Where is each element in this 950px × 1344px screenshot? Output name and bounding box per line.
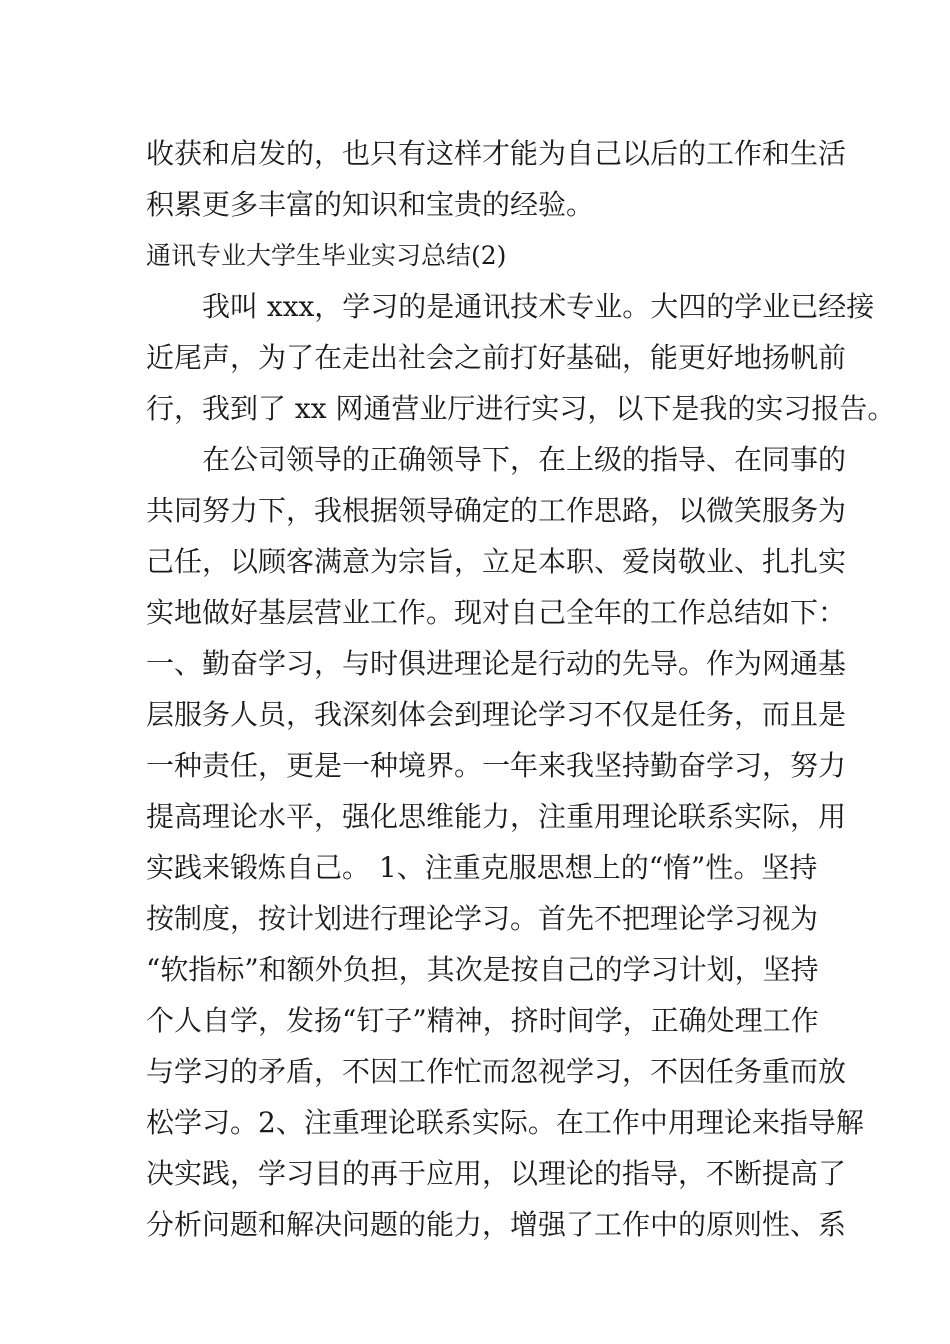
body-line: 共同努力下，我根据领导确定的工作思路，以微笑服务为 xyxy=(146,494,847,527)
body-line: “软指标”和额外负担，其次是按自己的学习计划，坚持 xyxy=(146,953,819,986)
body-line: 松学习。2、注重理论联系实际。在工作中用理论来指导解 xyxy=(146,1106,864,1139)
body-line: 实地做好基层营业工作。现对自己全年的工作总结如下： xyxy=(146,596,847,629)
body-line: 己任，以顾客满意为宗旨，立足本职、爱岗敬业、扎扎实 xyxy=(146,545,847,578)
body-line: 层服务人员，我深刻体会到理论学习不仅是任务，而且是 xyxy=(146,698,847,731)
body-line: 收获和启发的，也只有这样才能为自己以后的工作和生活 xyxy=(146,137,847,170)
body-line: 分析问题和解决问题的能力，增强了工作中的原则性、系 xyxy=(146,1208,847,1241)
section-heading: 通讯专业大学生毕业实习总结(2) xyxy=(146,241,507,270)
body-line: 积累更多丰富的知识和宝贵的经验。 xyxy=(146,188,595,221)
body-line: 行，我到了 xx 网通营业厅进行实习，以下是我的实习报告。 xyxy=(146,392,896,425)
body-line: 一、勤奋学习，与时俱进理论是行动的先导。作为网通基 xyxy=(146,647,847,680)
body-line: 我叫 xxx，学习的是通讯技术专业。大四的学业已经接 xyxy=(146,290,875,323)
body-line: 与学习的矛盾，不因工作忙而忽视学习，不因任务重而放 xyxy=(146,1055,847,1088)
body-line: 按制度，按计划进行理论学习。首先不把理论学习视为 xyxy=(146,902,819,935)
body-line: 一种责任，更是一种境界。一年来我坚持勤奋学习，努力 xyxy=(146,749,847,782)
body-line: 实践来锻炼自己。 1、注重克服思想上的“惰”性。坚持 xyxy=(146,851,818,884)
body-line: 近尾声，为了在走出社会之前打好基础，能更好地扬帆前 xyxy=(146,341,847,374)
body-line: 个人自学，发扬“钉子”精神，挤时间学，正确处理工作 xyxy=(146,1004,819,1037)
body-line: 决实践，学习目的再于应用，以理论的指导，不断提高了 xyxy=(146,1157,847,1190)
body-line: 提高理论水平，强化思维能力，注重用理论联系实际，用 xyxy=(146,800,847,833)
document-body xyxy=(146,128,896,1250)
body-line: 在公司领导的正确领导下，在上级的指导、在同事的 xyxy=(146,443,847,476)
